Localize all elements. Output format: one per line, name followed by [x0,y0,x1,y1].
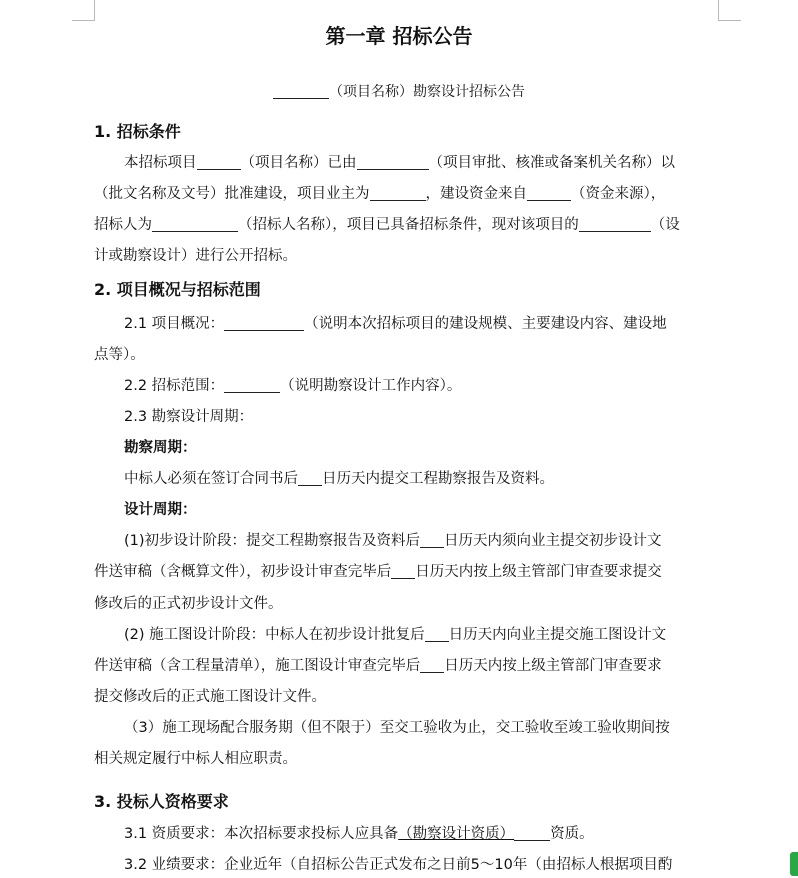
blank-line [420,533,444,549]
announcement-subtitle: （项目名称）勘察设计招标公告 [0,81,798,101]
design-period-label: 设计周期： [124,502,197,518]
blank-line [370,186,426,202]
paragraph-line: 件送审稿（含工程量清单），施工图设计审查完毕后 日历天内按上级主管部门审查要求 [94,658,662,674]
blank-line [527,186,571,202]
paragraph-line: 中标人必须在签订合同书后 日历天内提交工程勘察报告及资料。 [124,471,554,487]
paragraph-line: 修改后的正式初步设计文件。 [94,596,283,612]
paragraph-line: 件送审稿（含概算文件），初步设计审查完毕后 日历天内按上级主管部门审查要求提交 [94,564,662,580]
blank-line [298,471,322,487]
blank-line [273,84,329,99]
blank-line [420,658,444,674]
survey-period-label: 勘察周期： [124,440,197,456]
paragraph-line: 3.1 资质要求：本次招标要求投标人应具备（勘察设计资质） 资质。 [124,826,594,842]
paragraph-line: 招标人为 （招标人名称），项目已具备招标条件，现对该项目的 （设 [94,217,680,233]
paragraph-line: （批文名称及文号）批准建设，项目业主为 ，建设资金来自 （资金来源）， [94,186,666,202]
paragraph-line: 2.3 勘察设计周期： [124,409,254,425]
chapter-title: 第一章 招标公告 [325,24,473,48]
blank-line [152,217,238,233]
blank-line [224,378,280,394]
paragraph-line: 点等）。 [94,347,145,363]
blank-line [391,564,415,580]
section-heading-2: 2. 项目概况与招标范围 [94,280,261,299]
paragraph-line: 3.2 业绩要求：企业近年（自招标公告正式发布之日前5～10年（由招标人根据项目酌 [124,857,673,873]
paragraph-line: (2) 施工图设计阶段：中标人在初步设计批复后 日历天内向业主提交施工图设计文 [124,627,667,643]
side-panel-tab-icon[interactable] [790,852,798,876]
paragraph-line: 2.1 项目概况： （说明本次招标项目的建设规模、主要建设内容、建设地 [124,316,667,332]
paragraph-line: 计或勘察设计）进行公开招标。 [94,248,297,264]
page-corner-mark-right [718,0,741,21]
paragraph-line: 提交修改后的正式施工图设计文件。 [94,689,326,705]
paragraph-line: 2.2 招标范围： （说明勘察设计工作内容）。 [124,378,462,394]
section-heading-1: 1. 招标条件 [94,122,181,141]
blank-line [197,155,241,171]
blank-line [514,826,550,842]
section-heading-3: 3. 投标人资格要求 [94,792,229,811]
blank-line [224,316,304,332]
page-corner-mark-left [72,0,95,21]
paragraph-line: 本招标项目 （项目名称）已由 （项目审批、核准或备案机关名称）以 [124,155,675,171]
blank-line [425,627,449,643]
paragraph-line: 相关规定履行中标人相应职责。 [94,751,297,767]
paragraph-line: （3）施工现场配合服务期（但不限于）至交工验收为止，交工验收至竣工验收期间按 [124,720,670,736]
paragraph-line: (1)初步设计阶段：提交工程勘察报告及资料后 日历天内须向业主提交初步设计文 [124,533,662,549]
blank-line [579,217,651,233]
blank-line [357,155,429,171]
